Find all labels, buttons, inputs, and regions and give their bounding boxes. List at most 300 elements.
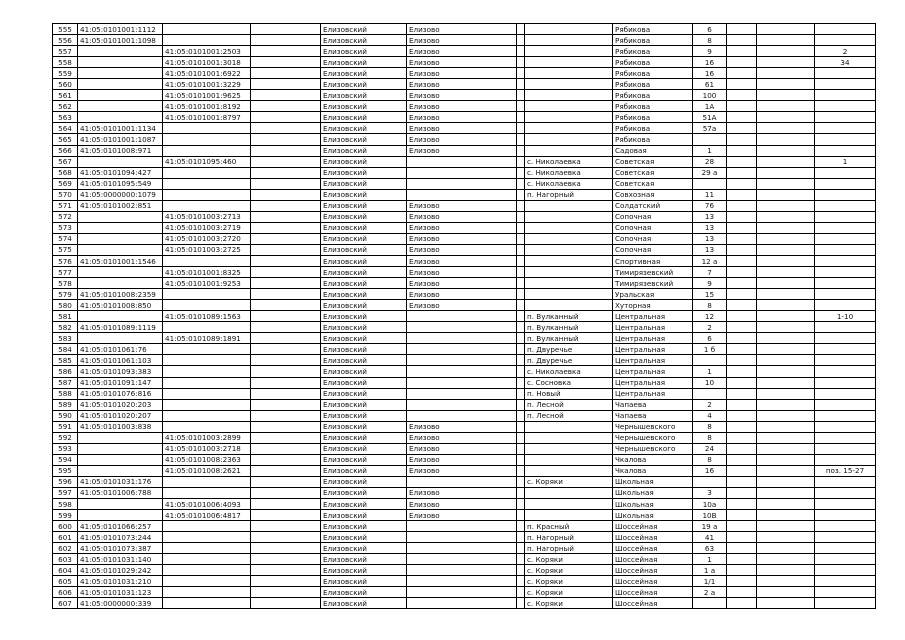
table-row [53, 112, 876, 123]
empty-cell [517, 377, 525, 388]
cadastral-number-building [163, 178, 251, 189]
empty-cell [727, 46, 757, 57]
empty-cell [517, 499, 525, 510]
cadastral-number-building [163, 554, 251, 565]
empty-cell [757, 532, 815, 543]
empty-cell [251, 101, 321, 112]
row-number: 571 [53, 200, 78, 211]
city-cell: Елизово [407, 289, 517, 300]
settlement-cell [525, 278, 613, 289]
empty-cell [251, 24, 321, 35]
cadastral-number-building: 41:05:0101003:2899 [163, 432, 251, 443]
empty-cell [251, 57, 321, 68]
house-number-cell: 1/1 [693, 576, 727, 587]
street-cell: Чернышевского [613, 432, 693, 443]
table-row [53, 46, 876, 57]
table-row [53, 300, 876, 311]
empty-cell [517, 344, 525, 355]
table-row [53, 90, 876, 101]
empty-cell [251, 399, 321, 410]
house-number-cell: 12 [693, 311, 727, 322]
cadastral-number-building [163, 521, 251, 532]
empty-cell [757, 322, 815, 333]
city-cell: Елизово [407, 443, 517, 454]
city-cell: Елизово [407, 112, 517, 123]
empty-cell [251, 465, 321, 476]
city-cell [407, 388, 517, 399]
cadastral-number-parcel [78, 311, 163, 322]
row-number: 561 [53, 90, 78, 101]
district-cell: Елизовский [321, 156, 407, 167]
row-number: 555 [53, 24, 78, 35]
district-cell: Елизовский [321, 333, 407, 344]
house-number-cell: 4 [693, 410, 727, 421]
empty-cell [727, 112, 757, 123]
street-cell: Центральная [613, 322, 693, 333]
row-number: 556 [53, 35, 78, 46]
district-cell: Елизовский [321, 178, 407, 189]
cadastral-number-parcel [78, 211, 163, 222]
house-number-cell: 1 [693, 366, 727, 377]
house-number-cell: 16 [693, 465, 727, 476]
street-cell: Шоссейная [613, 521, 693, 532]
house-number-cell: 100 [693, 90, 727, 101]
settlement-cell: п. Лесной [525, 410, 613, 421]
empty-cell [251, 123, 321, 134]
table-row [53, 388, 876, 399]
empty-cell [517, 399, 525, 410]
note-cell [815, 278, 876, 289]
empty-cell [517, 145, 525, 156]
city-cell: Елизово [407, 57, 517, 68]
note-cell [815, 267, 876, 278]
city-cell: Елизово [407, 499, 517, 510]
note-cell [815, 421, 876, 432]
district-cell: Елизовский [321, 322, 407, 333]
empty-cell [727, 35, 757, 46]
cadastral-number-building [163, 300, 251, 311]
empty-cell [517, 244, 525, 255]
settlement-cell [525, 421, 613, 432]
table-row [53, 134, 876, 145]
cadastral-number-building: 41:05:0101001:8325 [163, 267, 251, 278]
district-cell: Елизовский [321, 598, 407, 609]
empty-cell [727, 322, 757, 333]
street-cell: Совхозная [613, 189, 693, 200]
empty-cell [517, 24, 525, 35]
district-cell: Елизовский [321, 443, 407, 454]
table-row [53, 24, 876, 35]
district-cell: Елизовский [321, 233, 407, 244]
street-cell: Рябикова [613, 46, 693, 57]
street-cell: Рябикова [613, 134, 693, 145]
empty-cell [517, 421, 525, 432]
settlement-cell: п. Красный [525, 521, 613, 532]
cadastral-number-parcel: 41:05:0101073:387 [78, 543, 163, 554]
row-number: 603 [53, 554, 78, 565]
house-number-cell: 57а [693, 123, 727, 134]
cadastral-number-building: 41:05:0101001:6922 [163, 68, 251, 79]
empty-cell [251, 278, 321, 289]
row-number: 575 [53, 244, 78, 255]
street-cell: Центральная [613, 388, 693, 399]
empty-cell [757, 134, 815, 145]
street-cell: Чапаева [613, 399, 693, 410]
empty-cell [727, 377, 757, 388]
settlement-cell [525, 200, 613, 211]
table-row [53, 322, 876, 333]
row-number: 559 [53, 68, 78, 79]
cadastral-number-building: 41:05:0101095:460 [163, 156, 251, 167]
empty-cell [517, 476, 525, 487]
cadastral-number-parcel: 41:05:0101006:788 [78, 487, 163, 498]
empty-cell [757, 289, 815, 300]
district-cell: Елизовский [321, 300, 407, 311]
note-cell [815, 90, 876, 101]
settlement-cell: с. Коряки [525, 576, 613, 587]
row-number: 560 [53, 79, 78, 90]
note-cell [815, 410, 876, 421]
row-number: 558 [53, 57, 78, 68]
note-cell [815, 532, 876, 543]
district-cell: Елизовский [321, 145, 407, 156]
table-row [53, 366, 876, 377]
street-cell: Советская [613, 167, 693, 178]
cadastral-number-parcel: 41:05:0101020:203 [78, 399, 163, 410]
settlement-cell: п. Нагорный [525, 543, 613, 554]
note-cell: 1-10 [815, 311, 876, 322]
cadastral-number-building [163, 598, 251, 609]
note-cell [815, 499, 876, 510]
empty-cell [757, 399, 815, 410]
empty-cell [251, 355, 321, 366]
street-cell: Чернышевского [613, 443, 693, 454]
note-cell [815, 167, 876, 178]
empty-cell [517, 576, 525, 587]
district-cell: Елизовский [321, 46, 407, 57]
empty-cell [727, 554, 757, 565]
city-cell [407, 167, 517, 178]
settlement-cell: п. Вулканный [525, 333, 613, 344]
empty-cell [251, 322, 321, 333]
empty-cell [251, 289, 321, 300]
empty-cell [757, 233, 815, 244]
row-number: 601 [53, 532, 78, 543]
empty-cell [517, 189, 525, 200]
house-number-cell: 16 [693, 57, 727, 68]
table-row [53, 598, 876, 609]
empty-cell [517, 443, 525, 454]
note-cell [815, 134, 876, 145]
empty-cell [727, 432, 757, 443]
cadastral-number-parcel [78, 244, 163, 255]
note-cell [815, 200, 876, 211]
city-cell: Елизово [407, 267, 517, 278]
district-cell: Елизовский [321, 222, 407, 233]
street-cell: Чапаева [613, 410, 693, 421]
empty-cell [517, 521, 525, 532]
cadastral-number-building [163, 366, 251, 377]
street-cell: Тимирязевский [613, 267, 693, 278]
empty-cell [727, 443, 757, 454]
city-cell [407, 189, 517, 200]
empty-cell [757, 123, 815, 134]
table-row [53, 57, 876, 68]
empty-cell [517, 565, 525, 576]
empty-cell [251, 300, 321, 311]
empty-cell [757, 576, 815, 587]
district-cell: Елизовский [321, 576, 407, 587]
empty-cell [757, 222, 815, 233]
city-cell: Елизово [407, 233, 517, 244]
empty-cell [251, 410, 321, 421]
settlement-cell: с. Коряки [525, 476, 613, 487]
empty-cell [517, 487, 525, 498]
house-number-cell: 29 а [693, 167, 727, 178]
settlement-cell [525, 244, 613, 255]
cadastral-number-building [163, 587, 251, 598]
city-cell [407, 532, 517, 543]
city-cell: Елизово [407, 255, 517, 266]
cadastral-number-building: 41:05:0101001:9625 [163, 90, 251, 101]
table-row [53, 255, 876, 266]
empty-cell [727, 167, 757, 178]
empty-cell [517, 46, 525, 57]
empty-cell [757, 267, 815, 278]
note-cell [815, 476, 876, 487]
cadastral-number-parcel [78, 156, 163, 167]
house-number-cell: 61 [693, 79, 727, 90]
empty-cell [727, 576, 757, 587]
empty-cell [757, 344, 815, 355]
empty-cell [727, 123, 757, 134]
district-cell: Елизовский [321, 79, 407, 90]
cadastral-number-parcel: 41:05:0101001:1134 [78, 123, 163, 134]
empty-cell [727, 598, 757, 609]
table-row [53, 543, 876, 554]
empty-cell [517, 300, 525, 311]
house-number-cell [693, 388, 727, 399]
empty-cell [251, 587, 321, 598]
empty-cell [727, 300, 757, 311]
table-row [53, 79, 876, 90]
street-cell: Шоссейная [613, 598, 693, 609]
cadastral-number-parcel: 41:05:0101076:816 [78, 388, 163, 399]
empty-cell [251, 167, 321, 178]
cadastral-number-building: 41:05:0101008:2621 [163, 465, 251, 476]
cadastral-number-building [163, 543, 251, 554]
house-number-cell: 12 а [693, 255, 727, 266]
city-cell: Елизово [407, 421, 517, 432]
house-number-cell [693, 178, 727, 189]
note-cell [815, 178, 876, 189]
street-cell: Центральная [613, 311, 693, 322]
cadastral-number-building: 41:05:0101003:2719 [163, 222, 251, 233]
empty-cell [517, 156, 525, 167]
street-cell: Советская [613, 156, 693, 167]
row-number: 570 [53, 189, 78, 200]
empty-cell [251, 476, 321, 487]
street-cell: Советская [613, 178, 693, 189]
street-cell: Центральная [613, 377, 693, 388]
empty-cell [517, 587, 525, 598]
settlement-cell [525, 432, 613, 443]
note-cell [815, 377, 876, 388]
house-number-cell: 13 [693, 233, 727, 244]
cadastral-number-building [163, 189, 251, 200]
city-cell: Елизово [407, 200, 517, 211]
cadastral-number-parcel: 41:05:0101001:1098 [78, 35, 163, 46]
cadastral-number-building [163, 487, 251, 498]
cadastral-number-parcel: 41:05:0101002:851 [78, 200, 163, 211]
settlement-cell [525, 123, 613, 134]
table-row [53, 289, 876, 300]
note-cell [815, 211, 876, 222]
district-cell: Елизовский [321, 543, 407, 554]
row-number: 595 [53, 465, 78, 476]
city-cell: Елизово [407, 454, 517, 465]
empty-cell [251, 178, 321, 189]
settlement-cell [525, 211, 613, 222]
row-number: 579 [53, 289, 78, 300]
cadastral-number-building [163, 388, 251, 399]
table-row [53, 476, 876, 487]
table-row [53, 587, 876, 598]
empty-cell [251, 366, 321, 377]
note-cell [815, 222, 876, 233]
empty-cell [517, 167, 525, 178]
street-cell: Шоссейная [613, 576, 693, 587]
cadastral-number-building [163, 145, 251, 156]
note-cell [815, 233, 876, 244]
house-number-cell: 8 [693, 432, 727, 443]
empty-cell [727, 355, 757, 366]
district-cell: Елизовский [321, 366, 407, 377]
house-number-cell: 24 [693, 443, 727, 454]
city-cell [407, 355, 517, 366]
row-number: 573 [53, 222, 78, 233]
district-cell: Елизовский [321, 90, 407, 101]
empty-cell [517, 255, 525, 266]
city-cell: Елизово [407, 35, 517, 46]
city-cell [407, 410, 517, 421]
house-number-cell: 10 [693, 377, 727, 388]
city-cell: Елизово [407, 487, 517, 498]
empty-cell [757, 311, 815, 322]
empty-cell [517, 543, 525, 554]
empty-cell [251, 521, 321, 532]
cadastral-number-parcel: 41:05:0101091:147 [78, 377, 163, 388]
empty-cell [727, 344, 757, 355]
city-cell: Елизово [407, 300, 517, 311]
street-cell: Солдатский [613, 200, 693, 211]
house-number-cell: 13 [693, 211, 727, 222]
city-cell: Елизово [407, 432, 517, 443]
city-cell: Елизово [407, 123, 517, 134]
house-number-cell: 9 [693, 278, 727, 289]
cadastral-number-building [163, 200, 251, 211]
empty-cell [517, 432, 525, 443]
table-row [53, 189, 876, 200]
district-cell: Елизовский [321, 521, 407, 532]
empty-cell [251, 432, 321, 443]
note-cell [815, 388, 876, 399]
empty-cell [727, 24, 757, 35]
table-row [53, 443, 876, 454]
district-cell: Елизовский [321, 344, 407, 355]
row-number: 565 [53, 134, 78, 145]
note-cell [815, 399, 876, 410]
row-number: 582 [53, 322, 78, 333]
table-row [53, 244, 876, 255]
empty-cell [727, 532, 757, 543]
empty-cell [517, 68, 525, 79]
empty-cell [251, 377, 321, 388]
empty-cell [517, 178, 525, 189]
street-cell: Рябикова [613, 101, 693, 112]
city-cell: Елизово [407, 46, 517, 57]
cadastral-number-building [163, 355, 251, 366]
cadastral-number-building [163, 289, 251, 300]
empty-cell [757, 79, 815, 90]
note-cell: 1 [815, 156, 876, 167]
cadastral-number-building: 41:05:0101001:8192 [163, 101, 251, 112]
table-row [53, 145, 876, 156]
empty-cell [757, 521, 815, 532]
empty-cell [517, 79, 525, 90]
district-cell: Елизовский [321, 377, 407, 388]
cadastral-number-parcel [78, 57, 163, 68]
empty-cell [727, 244, 757, 255]
empty-cell [727, 311, 757, 322]
city-cell: Елизово [407, 90, 517, 101]
city-cell: Елизово [407, 211, 517, 222]
district-cell: Елизовский [321, 200, 407, 211]
empty-cell [251, 344, 321, 355]
cadastral-number-building: 41:05:0101003:2718 [163, 443, 251, 454]
cadastral-number-parcel: 41:05:0101093:383 [78, 366, 163, 377]
district-cell: Елизовский [321, 410, 407, 421]
city-cell: Елизово [407, 79, 517, 90]
table-row [53, 222, 876, 233]
district-cell: Елизовский [321, 476, 407, 487]
empty-cell [757, 366, 815, 377]
street-cell: Рябикова [613, 112, 693, 123]
empty-cell [757, 543, 815, 554]
cadastral-number-parcel [78, 454, 163, 465]
empty-cell [517, 510, 525, 521]
city-cell: Елизово [407, 145, 517, 156]
house-number-cell: 2 [693, 399, 727, 410]
street-cell: Рябикова [613, 123, 693, 134]
city-cell [407, 311, 517, 322]
city-cell: Елизово [407, 278, 517, 289]
cadastral-number-parcel: 41:05:0101003:838 [78, 421, 163, 432]
empty-cell [757, 410, 815, 421]
empty-cell [251, 156, 321, 167]
note-cell [815, 244, 876, 255]
house-number-cell: 63 [693, 543, 727, 554]
settlement-cell [525, 134, 613, 145]
row-number: 587 [53, 377, 78, 388]
row-number: 569 [53, 178, 78, 189]
city-cell [407, 322, 517, 333]
district-cell: Елизовский [321, 167, 407, 178]
empty-cell [757, 454, 815, 465]
house-number-cell: 6 [693, 24, 727, 35]
district-cell: Елизовский [321, 432, 407, 443]
city-cell: Елизово [407, 244, 517, 255]
